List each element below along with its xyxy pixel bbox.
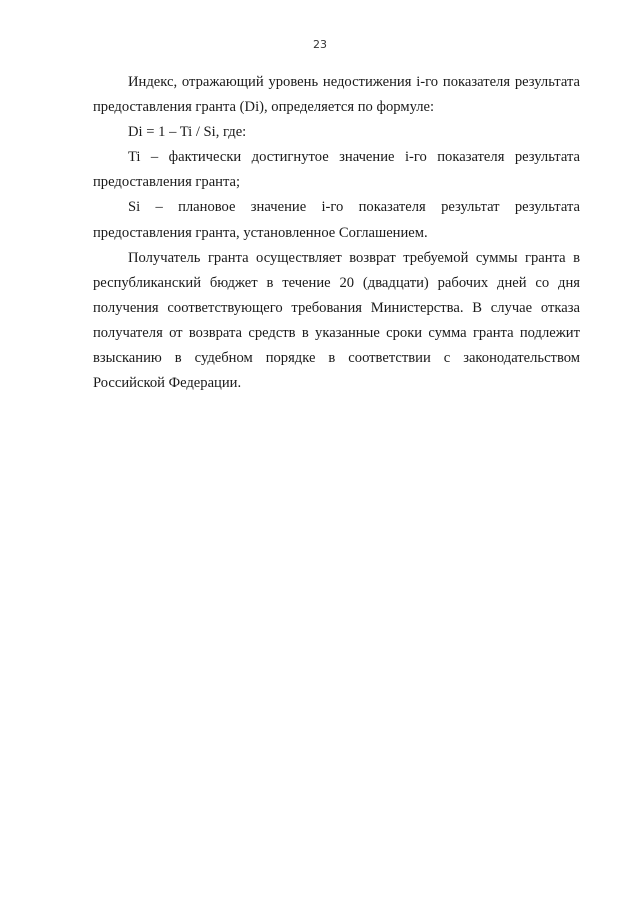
- page-number: 23: [313, 38, 327, 51]
- paragraph-si-definition: Si – плановое значение i-го показателя результат результата предоставления гранта, установленное Соглашением.: [93, 199, 580, 241]
- paragraph-grant-return: Получатель гранта осуществляет возврат требуемой суммы гранта в республиканский бюджет в течение 20 (двадцати) рабочих дней со дня получения соответствующего требования Министерства. В случае отказа получателя от возврата средств в указанные сроки сумма гранта подлежит взысканию в судебном порядке в соответствии с законодательством Российской Федерации.: [93, 249, 580, 392]
- paragraph-formula: Di = 1 – Ti / Si, где:: [128, 124, 247, 141]
- document-body: [93, 70, 580, 396]
- paragraph-ti-definition: Ti – фактически достигнутое значение i-го показателя результата предоставления гранта;: [93, 149, 580, 191]
- paragraph-index-definition: Индекс, отражающий уровень недостижения i-го показателя результата предоставления гранта (Di), определяется по формуле:: [93, 74, 580, 116]
